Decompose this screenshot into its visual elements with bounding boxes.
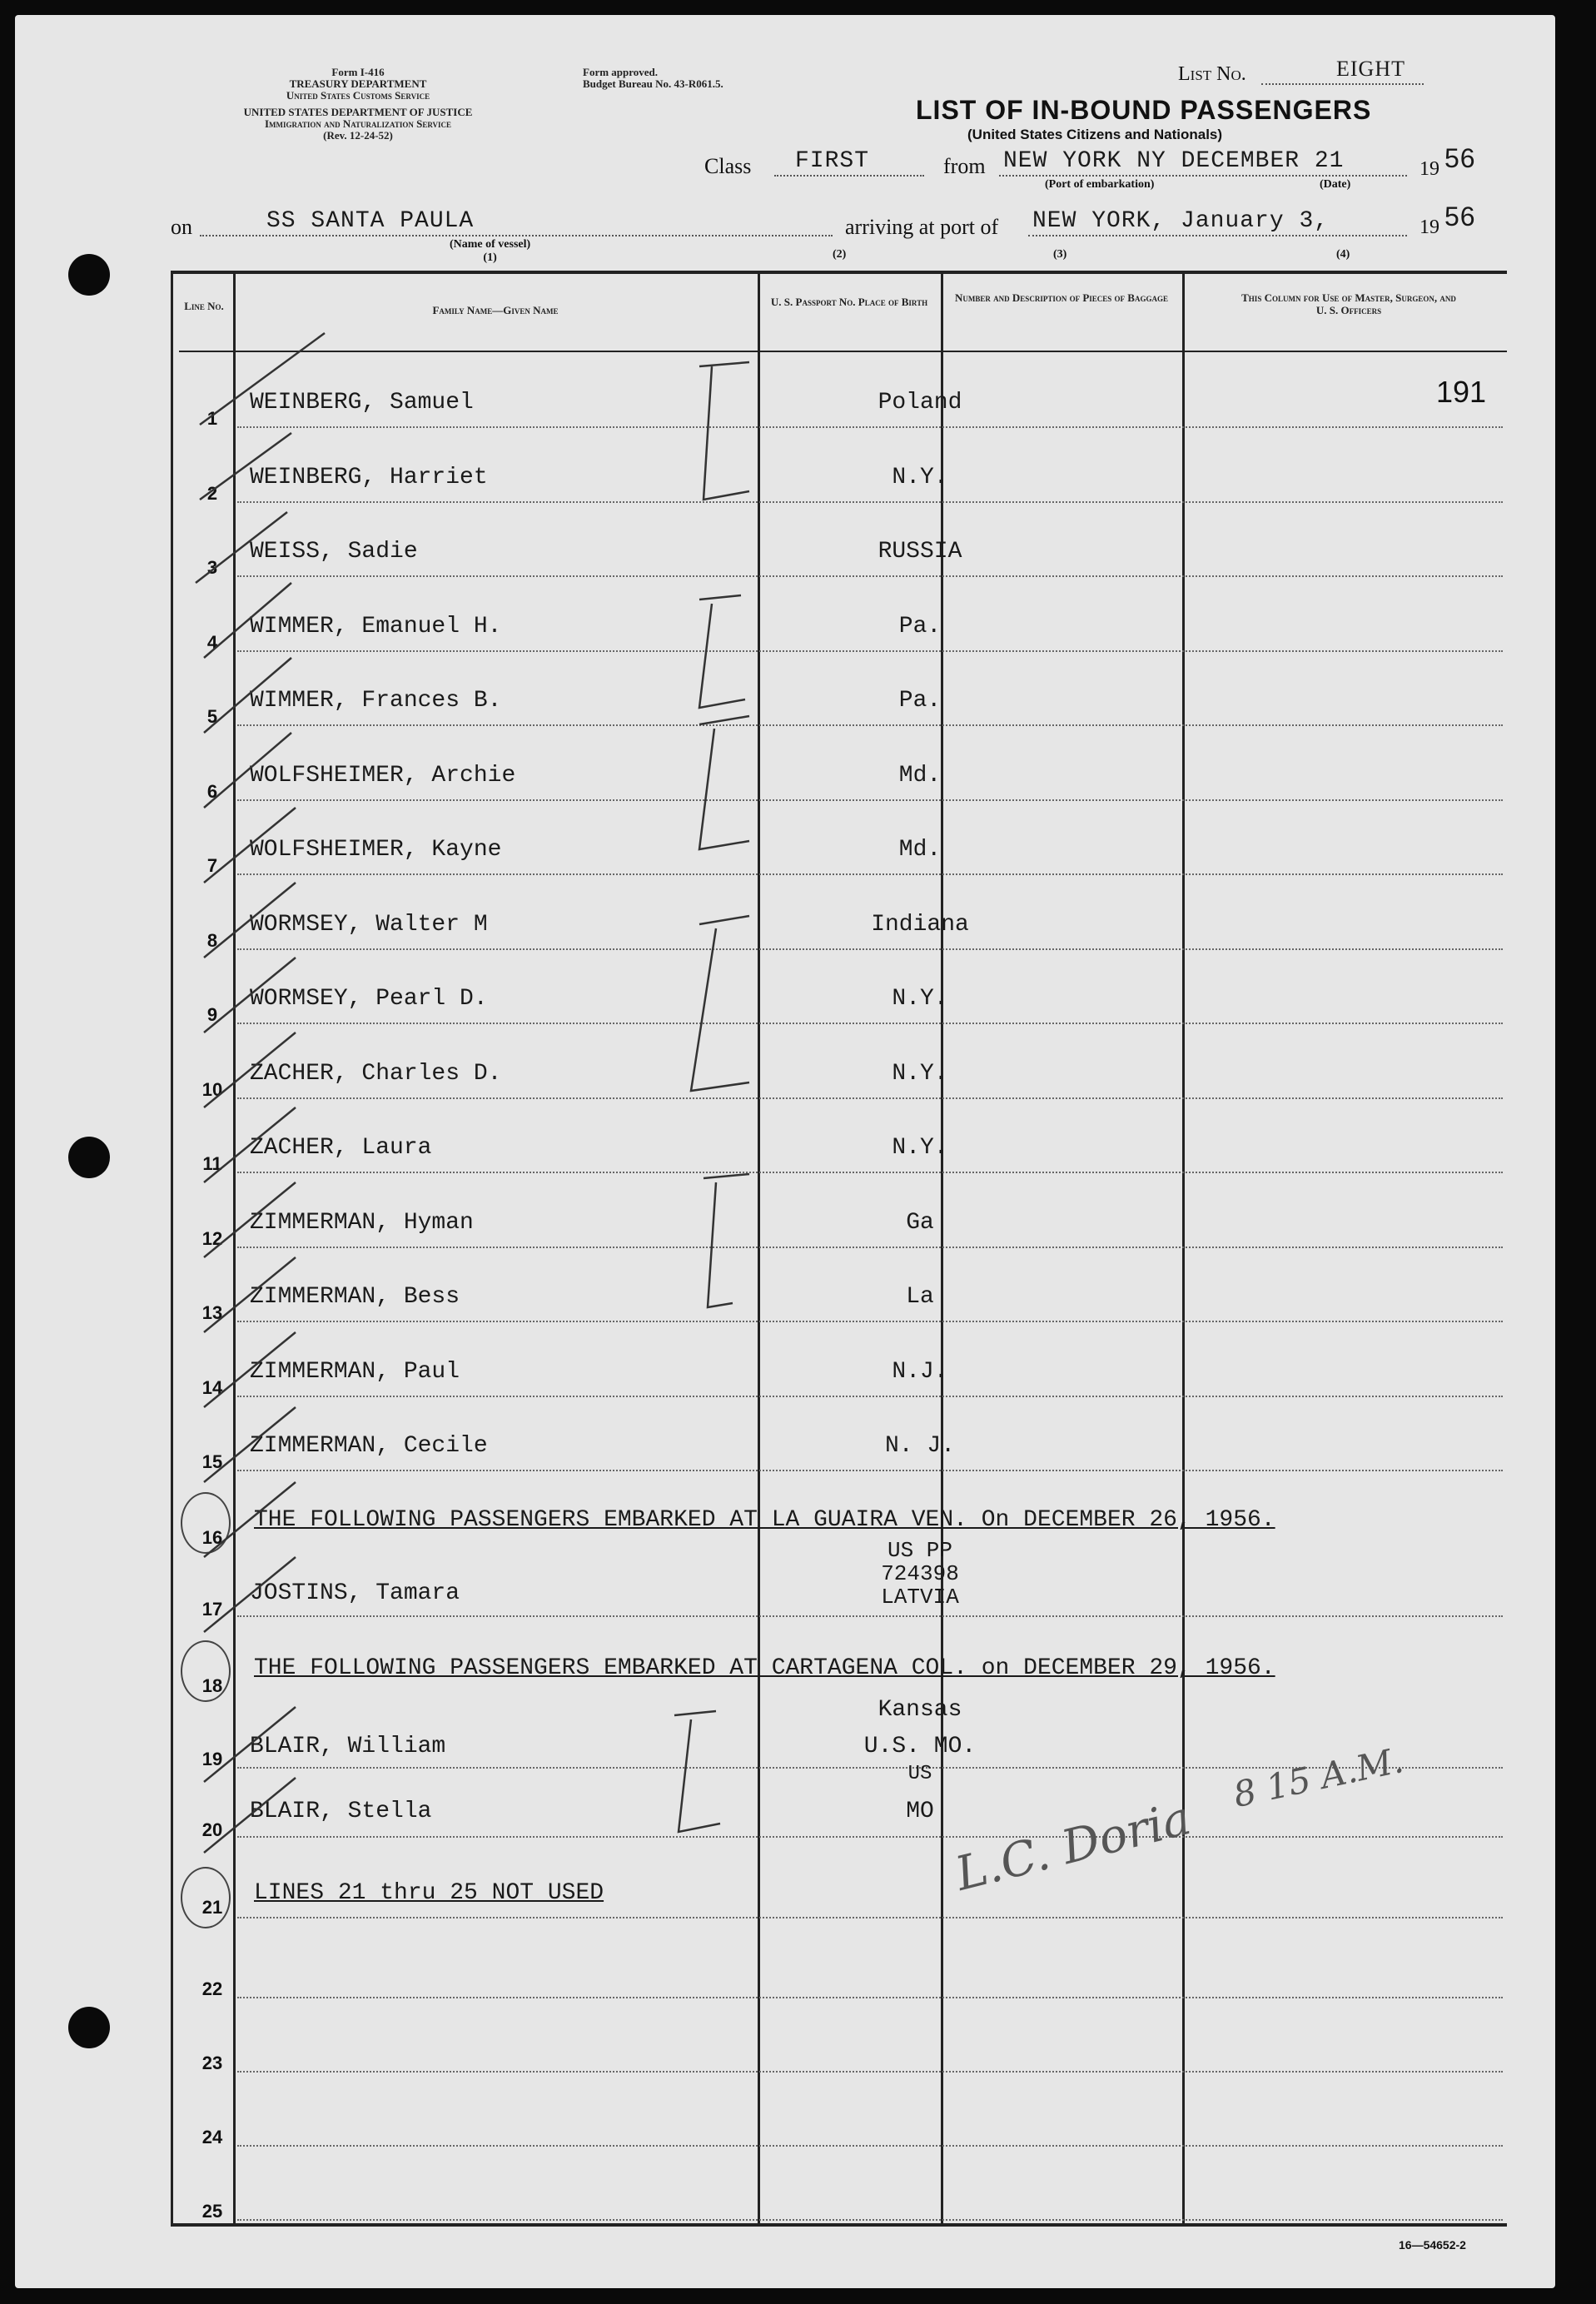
class-value: FIRST	[795, 148, 870, 174]
col-line-no: Line No.	[184, 300, 224, 312]
line-number: 24	[201, 2127, 223, 2147]
passenger-name: WORMSEY, Walter M	[250, 911, 488, 938]
birth-country: LATVIA	[881, 1585, 959, 1610]
customs-service: United States Customs Service	[286, 89, 430, 102]
port-embark-caption: (Port of embarkation)	[1045, 178, 1155, 191]
passenger-name: WORMSEY, Pearl D.	[250, 986, 488, 1012]
birth-place: N.Y.	[892, 1135, 948, 1161]
passport-prefix: US PP	[887, 1538, 952, 1563]
ins-service: Immigration and Naturalization Service	[264, 117, 452, 130]
passenger-name: ZACHER, Laura	[250, 1135, 432, 1161]
birth-place: Md.	[898, 762, 942, 789]
birth-place: MO	[906, 1799, 934, 1824]
year-prefix: 19	[1419, 158, 1439, 180]
passport-number: 724398	[881, 1561, 959, 1586]
passenger-name: JOSTINS, Tamara	[250, 1580, 460, 1606]
birth-place: Md.	[898, 837, 942, 863]
line-number: 15	[201, 1451, 223, 1472]
line-number: 5	[206, 706, 218, 727]
line-number: 8	[206, 929, 218, 951]
arrival-year: 56	[1444, 202, 1476, 231]
signature-time: 8 15 A.M.	[1230, 1739, 1407, 1815]
arrival-value: NEW YORK, January 3,	[1032, 208, 1330, 234]
on-label: on	[171, 215, 192, 239]
embark-note: THE FOLLOWING PASSENGERS EMBARKED AT LA GUAIRA VEN. On DECEMBER 26, 1956.	[254, 1507, 1275, 1533]
justice-dept: UNITED STATES DEPARTMENT OF JUSTICE	[243, 106, 473, 118]
line-number: 10	[201, 1078, 223, 1100]
passenger-name: WEINBERG, Samuel	[250, 390, 474, 416]
passenger-name: WIMMER, Emanuel H.	[250, 613, 502, 639]
birth-place: La	[906, 1284, 934, 1310]
birth-note: Kansas	[878, 1697, 962, 1723]
form-number: Form I-416	[331, 66, 385, 78]
line-number: 3	[206, 557, 218, 578]
passenger-name: WOLFSHEIMER, Kayne	[250, 837, 502, 863]
unused-lines-note: LINES 21 thru 25 NOT USED	[254, 1880, 604, 1906]
line-number: 17	[201, 1599, 223, 1620]
line-number: 25	[201, 2201, 223, 2222]
line-number: 20	[201, 1819, 223, 1840]
passenger-name: ZIMMERMAN, Bess	[250, 1284, 460, 1310]
caption-4: (4)	[1336, 248, 1350, 261]
birth-place: N. J.	[884, 1433, 955, 1459]
class-label: Class	[704, 154, 752, 178]
from-label: from	[943, 154, 986, 178]
vessel-caption: (Name of vessel)	[450, 238, 531, 251]
year-prefix-2: 19	[1419, 216, 1439, 238]
birth-place: RUSSIA	[878, 539, 962, 565]
date-caption: (Date)	[1320, 178, 1351, 191]
line-number: 9	[206, 1004, 218, 1025]
col-name: Family Name—Given Name	[432, 304, 559, 316]
caption-2: (2)	[833, 248, 847, 261]
line-number: 14	[201, 1376, 223, 1398]
col-officers: This Column for Use of Master, Surgeon, and U. S. Officers	[1241, 291, 1456, 316]
passenger-name: ZIMMERMAN, Hyman	[250, 1209, 474, 1236]
caption-3: (3)	[1053, 248, 1067, 261]
vessel-name: SS SANTA PAULA	[266, 208, 475, 234]
line-number: 6	[206, 780, 218, 802]
passenger-name: WEINBERG, Harriet	[250, 464, 488, 490]
line-number: 23	[201, 2053, 223, 2073]
from-value: NEW YORK NY DECEMBER 21	[1003, 148, 1345, 174]
line-number: 22	[201, 1978, 223, 1999]
line-number: 7	[206, 855, 218, 876]
passenger-name: BLAIR, Stella	[250, 1799, 432, 1824]
birth-place: Pa.	[898, 688, 942, 714]
birth-note: US	[907, 1763, 932, 1785]
birth-place: Poland	[878, 390, 962, 416]
birth-place: Pa.	[898, 613, 942, 639]
caption-1: (1)	[483, 251, 497, 264]
passenger-name: ZIMMERMAN, Cecile	[250, 1433, 488, 1459]
budget-bureau: Budget Bureau No. 43-R061.5.	[583, 77, 723, 90]
list-no-label: List No.	[1178, 63, 1246, 85]
col-passport: U. S. Passport No. Place of Birth	[770, 296, 928, 308]
line-number: 21	[201, 1897, 223, 1918]
list-no-value: EIGHT	[1336, 57, 1405, 81]
arriving-label: arriving at port of	[845, 215, 999, 239]
line-number: 12	[201, 1227, 223, 1249]
passenger-name: WIMMER, Frances B.	[250, 688, 502, 714]
officer-signature: L.C. Doria	[950, 1791, 1196, 1902]
embark-note: THE FOLLOWING PASSENGERS EMBARKED AT CARTAGENA COL. on DECEMBER 29, 1956.	[254, 1655, 1275, 1681]
birth-place: Ga	[906, 1209, 934, 1236]
line-number: 16	[201, 1527, 223, 1548]
departure-year: 56	[1444, 143, 1476, 173]
treasury-dept: TREASURY DEPARTMENT	[289, 77, 427, 90]
birth-place: N.Y.	[892, 464, 948, 490]
footer-code: 16—54652-2	[1399, 2238, 1466, 2252]
passenger-name: ZIMMERMAN, Paul	[250, 1358, 460, 1385]
page-stamp: 191	[1436, 375, 1487, 409]
line-number: 2	[206, 482, 218, 504]
birth-place: Indiana	[871, 911, 969, 938]
birth-place: N.Y.	[892, 986, 948, 1012]
document-subtitle: (United States Citizens and Nationals)	[967, 127, 1223, 142]
passenger-name: ZACHER, Charles D.	[250, 1060, 502, 1087]
birth-place: N.J.	[892, 1358, 948, 1385]
col-baggage: Number and Description of Pieces of Baggage	[955, 291, 1168, 304]
birth-place: N.Y.	[892, 1060, 948, 1087]
form-approved: Form approved.	[583, 66, 659, 78]
line-number: 13	[201, 1302, 223, 1323]
passenger-name: WEISS, Sadie	[250, 539, 418, 565]
line-number: 19	[201, 1749, 223, 1769]
form-revision: (Rev. 12-24-52)	[323, 129, 393, 142]
birth-place: U.S. MO.	[863, 1734, 977, 1759]
line-number: 4	[206, 631, 218, 653]
line-number: 11	[202, 1153, 222, 1174]
passenger-name: WOLFSHEIMER, Archie	[250, 762, 516, 789]
line-number: 1	[206, 408, 218, 429]
passenger-name: BLAIR, William	[250, 1734, 446, 1759]
line-number: 18	[201, 1675, 223, 1696]
document-title: LIST OF IN-BOUND PASSENGERS	[916, 95, 1372, 125]
